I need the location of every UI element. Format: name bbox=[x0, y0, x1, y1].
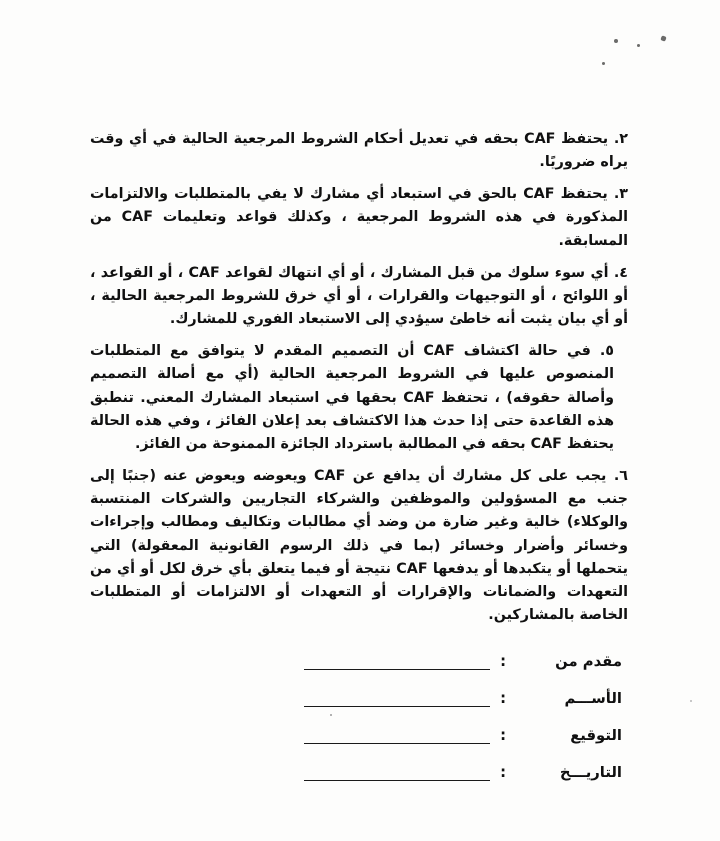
signature-row-date bbox=[90, 764, 622, 781]
scan-speckle-icon bbox=[614, 39, 618, 43]
signature-line-submitted-by[interactable] bbox=[304, 655, 490, 670]
field-label: مقدم من bbox=[555, 653, 622, 671]
field-colon: : bbox=[500, 727, 506, 745]
scan-speckle-icon bbox=[690, 700, 692, 702]
clause-number: ٣. bbox=[613, 186, 629, 203]
clause-text: في حالة اكتشاف CAF أن التصميم المقدم لا يتوافق مع المتطلبات المنصوص عليها في الشروط المرجعية الحالية (أي مع أصالة التصميم وأصالة حقوقه) ، تحتفظ CAF بحقها في استبعاد المشارك المعني. تنطبق هذه القاعدة حتى إذا حدث هذا الاكتشاف بعد إعلان الفائز ، وفي هذه الحالة يحتفظ CAF بحقه في المطالبة باسترداد الجائزة الممنوحة من الفائز. bbox=[90, 343, 614, 452]
field-label: الأســـم bbox=[564, 690, 622, 708]
clause-item bbox=[90, 183, 628, 252]
clause-number: ٤. bbox=[613, 264, 628, 281]
document-body bbox=[90, 128, 628, 801]
field-colon: : bbox=[500, 764, 506, 782]
clause-number: ٦. bbox=[613, 468, 628, 485]
clause-item bbox=[90, 262, 628, 331]
clause-text: يجب على كل مشارك أن يدافع عن CAF ويعوضه ويعوض عنه (جنبًا إلى جنب مع المسؤولين والموظفين والشركاء التجاريين والشركات المنتسبة والوكلاء) خالية وغير ضارة من وضد أي مطالبات وتكاليف ومطالب وإجراءات وخسائر وأضرار وخسائر (بما في ذلك الرسوم القانونية المعقولة) التي يتحملها أو يتكبدها أو يدفعها CAF نتيجة أو فيما يتعلق بأي خرق لكل أو أي من التعهدات والضمانات والإقرارات أو التعهدات أو الالتزامات أو المتطلبات الخاصة بالمشاركين. bbox=[90, 468, 628, 623]
signature-line-date[interactable] bbox=[304, 766, 490, 781]
scan-speckle-icon bbox=[637, 44, 640, 47]
field-label: التاريـــخ bbox=[559, 764, 622, 782]
clause-number: ٢. bbox=[613, 131, 628, 147]
scan-speckle-icon bbox=[602, 62, 605, 65]
clause-text: يحتفظ CAF بالحق في استبعاد أي مشارك لا يفي بالمتطلبات والالتزامات المذكورة في هذه الشروط المرجعية ، وكذلك قواعد وتعليمات CAF من المسابقة. bbox=[90, 186, 628, 249]
signature-row-signature bbox=[90, 727, 622, 744]
clause-text: أي سوء سلوك من قبل المشارك ، أو أي انتهاك لقواعد CAF ، أو القواعد ، أو اللوائح ، أو التوجيهات والقرارات ، أو أي خرق للشروط المرجعية الحالية ، أو أي بيان يثبت أنه خاطئ سيؤدي إلى الاستبعاد الفوري للمشارك. bbox=[90, 264, 628, 328]
signature-block bbox=[90, 653, 628, 781]
clause-item bbox=[90, 128, 628, 174]
field-colon: : bbox=[500, 653, 506, 671]
signature-line-signature[interactable] bbox=[304, 729, 490, 744]
field-colon: : bbox=[500, 690, 506, 708]
field-label: التوقيع bbox=[570, 727, 622, 745]
signature-row-name bbox=[90, 690, 622, 707]
clause-text: يحتفظ CAF بحقه في تعديل أحكام الشروط المرجعية الحالية في أي وقت يراه ضروريًا. bbox=[90, 131, 628, 171]
clause-number: ٥. bbox=[599, 343, 614, 360]
clause-list bbox=[90, 128, 628, 627]
clause-item bbox=[90, 340, 628, 456]
signature-line-name[interactable] bbox=[304, 692, 490, 707]
signature-row-submitted-by bbox=[90, 653, 622, 670]
scan-speckle-icon bbox=[660, 35, 666, 41]
clause-item bbox=[90, 465, 628, 627]
